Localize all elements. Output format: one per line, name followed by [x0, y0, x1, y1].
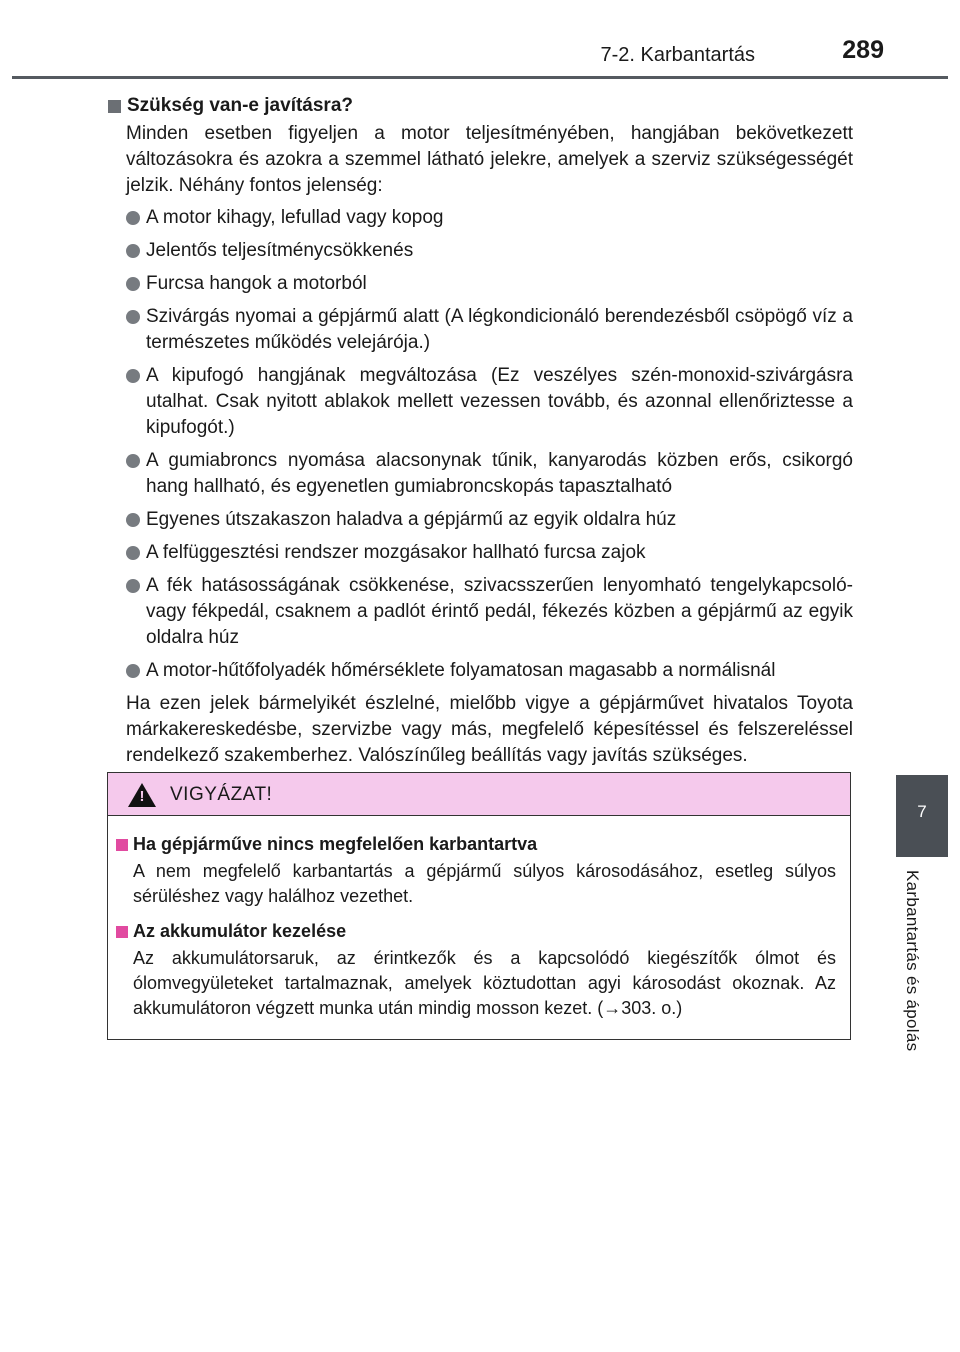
caution-item-heading: Az akkumulátor kezelése	[116, 919, 836, 944]
warning-exclamation-icon: !	[139, 788, 145, 805]
circle-bullet-icon	[126, 310, 140, 324]
caution-title: VIGYÁZAT!	[170, 784, 273, 805]
intro-paragraph: Minden esetben figyeljen a motor teljesítményében, hangjában bekövetkezett változásokra és azokra a szemmel látható jelekre, amelyek a szerviz szükségességét jelzik. Néhány fontos jelenség:	[126, 123, 853, 196]
list-item: A felfüggesztési rendszer mozgásakor hallható furcsa zajok	[126, 540, 853, 566]
section-heading	[108, 93, 853, 119]
list-item: A fék hatásosságának csökkenése, szivacsszerűen lenyomható tengelykapcsoló- vagy fékpedál, csaknem a padlót érintő pedál, fékezés közben a gépjármű az egyik oldalra húz	[126, 573, 853, 651]
chapter-label: Karbantartás és ápolás	[903, 870, 922, 1052]
section-title: 7-2. Karbantartás	[600, 44, 755, 66]
caution-item-text: Az akkumulátorsaruk, az érintkezők és a kapcsolódó kiegészítők ólmot és ólomvegyületeket tartalmaznak, amelyek köztudottan agyi károsodást okoznak. Az akkumulátoron végzett munka után mindig mosson kezet. (→303. o.)	[133, 948, 836, 1018]
circle-bullet-icon	[126, 277, 140, 291]
circle-bullet-icon	[126, 454, 140, 468]
list-item: Szivárgás nyomai a gépjármű alatt (A légkondicionáló berendezésből csöpögő víz a természetes működés velejárója.)	[126, 304, 853, 356]
caution-box	[107, 772, 851, 1040]
page-number: 289	[842, 36, 884, 64]
caution-body	[108, 816, 850, 1021]
circle-bullet-icon	[126, 664, 140, 678]
main-content	[108, 93, 853, 769]
header-rule	[12, 76, 948, 79]
square-bullet-icon	[116, 926, 128, 938]
square-bullet-icon	[116, 839, 128, 851]
circle-bullet-icon	[126, 369, 140, 383]
square-bullet-icon	[108, 100, 121, 113]
closing-paragraph: Ha ezen jelek bármelyikét észlelné, mielőbb vigye a gépjárművet hivatalos Toyota márkakereskedésbe, szervizbe vagy más, megfelelő képesítéssel és felszereléssel rendelkező szakemberhez. Valószínűleg beállítás vagy javítás szükséges.	[126, 693, 853, 766]
list-item: Jelentős teljesítménycsökkenés	[126, 238, 853, 264]
circle-bullet-icon	[126, 579, 140, 593]
caution-item-heading: Ha gépjárműve nincs megfelelően karbantartva	[116, 832, 836, 857]
list-item: A kipufogó hangjának megváltozása (Ez veszélyes szén-monoxid-szivárgásra utalhat. Csak nyitott ablakok mellett vezessen tovább, és azonnal ellenőriztesse a kipufogót.)	[126, 363, 853, 441]
symptom-list	[126, 205, 853, 684]
circle-bullet-icon	[126, 211, 140, 225]
chapter-tab	[896, 775, 948, 857]
page-header	[0, 0, 960, 80]
section-heading-text: Szükség van-e javításra?	[127, 95, 353, 116]
list-item: A motor kihagy, lefullad vagy kopog	[126, 205, 853, 231]
list-item: Egyenes útszakaszon haladva a gépjármű az egyik oldalra húz	[126, 507, 853, 533]
circle-bullet-icon	[126, 513, 140, 527]
circle-bullet-icon	[126, 244, 140, 258]
chapter-number: 7	[917, 802, 927, 821]
circle-bullet-icon	[126, 546, 140, 560]
list-item: Furcsa hangok a motorból	[126, 271, 853, 297]
caution-item-text: A nem megfelelő karbantartás a gépjármű súlyos károsodásához, esetleg súlyos sérüléshez vagy halálhoz vezethet.	[133, 861, 836, 906]
list-item: A gumiabroncs nyomása alacsonynak tűnik, kanyarodás közben erős, csikorgó hang hallható, és egyenetlen gumiabroncskopás tapasztalható	[126, 448, 853, 500]
caution-header	[108, 773, 850, 816]
list-item: A motor-hűtőfolyadék hőmérséklete folyamatosan magasabb a normálisnál	[126, 658, 853, 684]
